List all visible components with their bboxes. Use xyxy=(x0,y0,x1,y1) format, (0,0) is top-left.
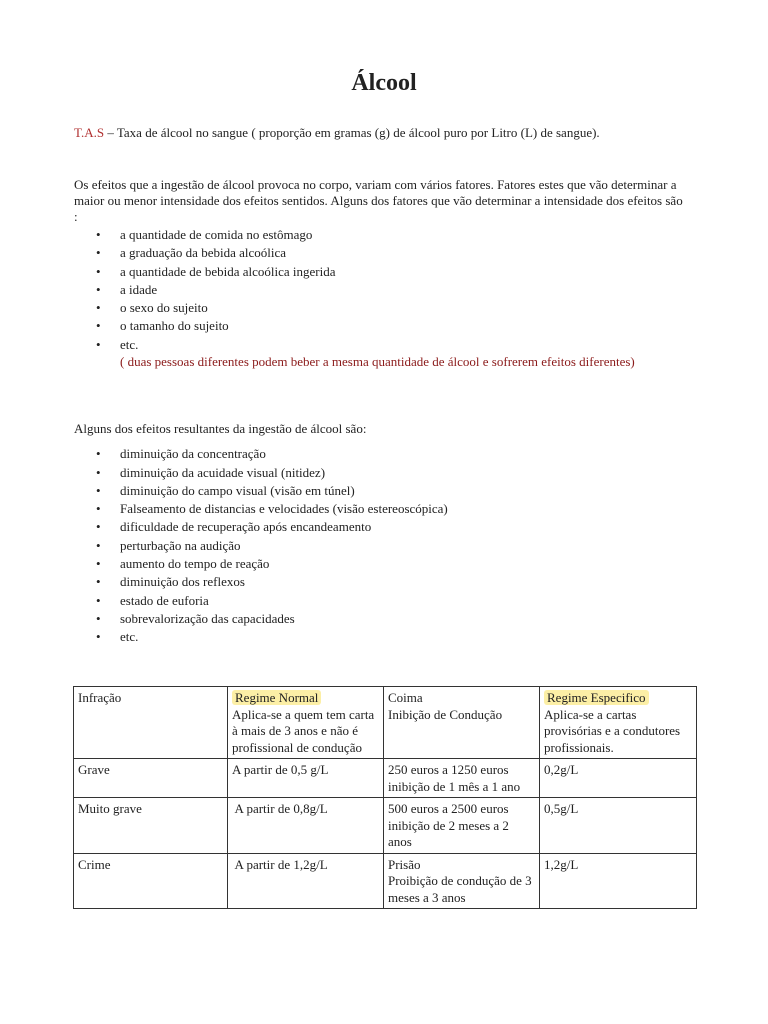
header-regime-normal xyxy=(228,687,384,759)
tas-abbreviation: T.A.S xyxy=(74,125,105,140)
bullet-icon: • xyxy=(96,245,101,261)
factors-intro: Os efeitos que a ingestão de álcool provoca no corpo, variam com vários fatores. Fatores estes que vão determinar a maior ou menor intensidade dos efeitos sentidos. Alguns dos fatores que vão determinar a intensidade dos efeitos são : xyxy=(74,177,683,224)
cell-coima: Prisão Proibição de condução de 3 meses a 3 anos xyxy=(384,853,540,909)
cell-coima: 500 euros a 2500 euros inibição de 2 meses a 2 anos xyxy=(384,798,540,854)
page-title: Álcool xyxy=(351,70,417,96)
cell-normal: A partir de 1,2g/L xyxy=(228,853,384,909)
list-item: • a quantidade de bebida alcoólica ingerida xyxy=(96,263,336,279)
effects-list xyxy=(74,427,694,647)
list-item: • estado de euforia xyxy=(96,592,209,608)
cell-infracao: Crime xyxy=(74,853,228,909)
bullet-icon: • xyxy=(96,464,101,480)
cell-especifico: 1,2g/L xyxy=(540,853,697,909)
list-item: • o tamanho do sujeito xyxy=(96,318,229,334)
tas-definition-text: – Taxa de álcool no sangue ( proporção em gramas (g) de álcool puro por Litro (L) de sangue). xyxy=(104,125,600,140)
regime-especifico-title: Regime Especifico xyxy=(544,690,649,705)
bullet-icon: • xyxy=(96,501,101,517)
table-row xyxy=(74,853,697,909)
list-item: • etc. xyxy=(96,336,139,352)
factors-note: ( duas pessoas diferentes podem beber a mesma quantidade de álcool e sofrerem efeitos diferentes) xyxy=(120,354,635,369)
list-item: • diminuição dos reflexos xyxy=(96,574,245,590)
bullet-icon: • xyxy=(96,574,101,590)
cell-infracao: Muito grave xyxy=(74,798,228,854)
effects-intro: Alguns dos efeitos resultantes da ingestão de álcool são: xyxy=(74,421,367,436)
bullet-icon: • xyxy=(96,336,101,352)
bullet-icon: • xyxy=(96,300,101,316)
table-row xyxy=(74,759,697,798)
list-item: • etc. xyxy=(96,629,139,645)
list-item: • o sexo do sujeito xyxy=(96,300,208,316)
list-item: • a idade xyxy=(96,281,158,297)
regime-especifico-desc: Aplica-se a cartas provisórias e a condutores profissionais. xyxy=(544,706,681,755)
bullet-icon: • xyxy=(96,556,101,572)
bullet-icon: • xyxy=(96,227,101,242)
regime-normal-title: Regime Normal xyxy=(232,690,321,705)
bullet-icon: • xyxy=(96,446,101,462)
list-item: • diminuição do campo visual (visão em túnel) xyxy=(96,482,355,498)
cell-infracao: Grave xyxy=(74,759,228,798)
list-item: • dificuldade de recuperação após encandeamento xyxy=(96,519,372,535)
factors-list xyxy=(74,226,694,354)
table-header-row xyxy=(74,687,697,759)
bullet-icon: • xyxy=(96,610,101,626)
bullet-icon: • xyxy=(96,592,101,608)
list-item: • aumento do tempo de reação xyxy=(96,556,270,572)
cell-coima: 250 euros a 1250 euros inibição de 1 mês a 1 ano xyxy=(384,759,540,798)
cell-normal: A partir de 0,5 g/L xyxy=(228,759,384,798)
cell-especifico: 0,5g/L xyxy=(540,798,697,854)
header-regime-especifico xyxy=(540,687,697,759)
bullet-icon: • xyxy=(96,318,101,334)
bullet-icon: • xyxy=(96,629,101,645)
regime-normal-desc: Aplica-se a quem tem carta à mais de 3 anos e não é profissional de condução xyxy=(232,706,375,755)
list-item: • sobrevalorização das capacidades xyxy=(96,610,295,626)
header-infracao: Infração xyxy=(74,687,228,759)
tas-definition xyxy=(74,125,684,141)
list-item: • diminuição da acuidade visual (nitidez) xyxy=(96,464,326,480)
bullet-icon: • xyxy=(96,537,101,553)
list-item: • a graduação da bebida alcoólica xyxy=(96,245,287,261)
table-row xyxy=(74,798,697,854)
cell-normal: A partir de 0,8g/L xyxy=(228,798,384,854)
bullet-icon: • xyxy=(96,263,101,279)
list-item: • a quantidade de comida no estômago xyxy=(96,227,313,242)
header-coima: Coima Inibição de Condução xyxy=(384,687,540,759)
bullet-icon: • xyxy=(96,281,101,297)
list-item: • diminuição da concentração xyxy=(96,446,266,462)
list-item: • Falseamento de distancias e velocidades (visão estereoscópica) xyxy=(96,501,448,517)
cell-especifico: 0,2g/L xyxy=(540,759,697,798)
bullet-icon: • xyxy=(96,519,101,535)
alcohol-penalties-table xyxy=(73,686,697,909)
bullet-icon: • xyxy=(96,482,101,498)
list-item: • perturbação na audição xyxy=(96,537,241,553)
